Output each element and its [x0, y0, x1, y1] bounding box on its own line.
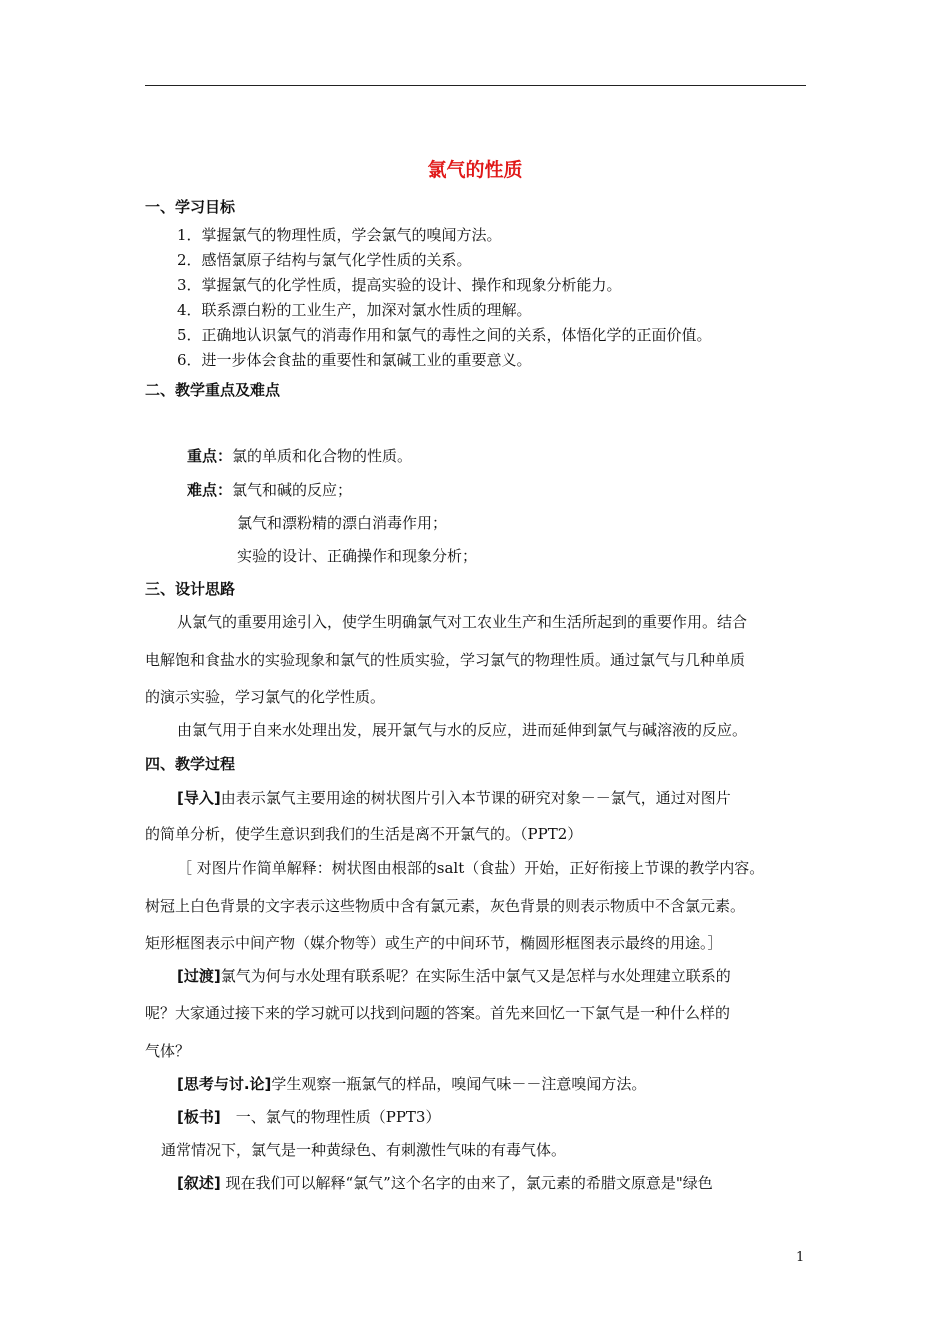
key-point-text: 氯的单质和化合物的性质。 [232, 447, 413, 465]
narration-tag: [叙述] [177, 1174, 221, 1192]
objective-item: 3．掌握氯气的化学性质，提高实验的设计、操作和现象分析能力。 [177, 276, 622, 294]
transition-line: 气体？ [145, 1042, 191, 1060]
difficulty-line: 实验的设计、正确操作和现象分析； [237, 547, 478, 565]
design-paragraph-line: 电解饱和食盐水的实验现象和氯气的性质实验，学习氯气的物理性质。通过氯气与几种单质 [145, 651, 746, 669]
discussion-line: [思考与讨.论]学生观察一瓶氯气的样品，嗅闻气味－－注意嗅闻方法。 [177, 1075, 647, 1093]
section-heading-design: 三、设计思路 [145, 580, 236, 598]
key-point-label: 重点： [187, 447, 233, 465]
discussion-tag: [思考与讨.论] [177, 1075, 272, 1093]
board-tag: [板书] [177, 1108, 221, 1126]
note-line: ［ 对图片作简单解释：树状图由根部的salt（食盐）开始，正好衔接上节课的教学内容。 [177, 859, 765, 877]
objective-item: 1．掌握氯气的物理性质，学会氯气的嗅闻方法。 [177, 226, 502, 244]
section-heading-process: 四、教学过程 [145, 755, 236, 773]
difficulty-label: 难点： [187, 481, 233, 499]
key-point-line [187, 446, 412, 466]
board-line: [板书] 一、氯气的物理性质（PPT3） [177, 1108, 441, 1126]
page-number: 1 [796, 1250, 805, 1265]
design-paragraph-line: 从氯气的重要用途引入，使学生明确氯气对工农业生产和生活所起到的重要作用。结合 [177, 613, 748, 631]
section-heading-key-points: 二、教学重点及难点 [145, 381, 281, 399]
note-line: 矩形框图表示中间产物（媒介物等）或生产的中间环节，椭圆形框图表示最终的用途。］ [145, 934, 723, 952]
note-line: 树冠上白色背景的文字表示这些物质中含有氯元素，灰色背景的则表示物质中不含氯元素。 [145, 897, 746, 915]
design-paragraph-line: 的演示实验，学习氯气的化学性质。 [145, 688, 386, 706]
header-rule [145, 85, 806, 86]
transition-line: [过渡]氯气为何与水处理有联系呢？在实际生活中氯气又是怎样与水处理建立联系的 [177, 967, 731, 985]
objective-item: 4．联系漂白粉的工业生产，加深对氯水性质的理解。 [177, 301, 532, 319]
design-paragraph-line: 由氯气用于自来水处理出发，展开氯气与水的反应，进而延伸到氯气与碱溶液的反应。 [177, 721, 748, 739]
difficulty-line: 氯气和漂粉精的漂白消毒作用； [237, 514, 448, 532]
section-heading-objectives: 一、学习目标 [145, 198, 236, 216]
intro-line: 的简单分析，使学生意识到我们的生活是离不开氯气的。（PPT2） [145, 825, 583, 843]
intro-tag: [导入] [177, 789, 221, 807]
narration-line: [叙述] 现在我们可以解释“氯气”这个名字的由来了，氯元素的希腊文原意是"绿色 [177, 1174, 713, 1192]
transition-tag: [过渡] [177, 967, 221, 985]
objective-item: 6．进一步体会食盐的重要性和氯碱工业的重要意义。 [177, 351, 532, 369]
transition-line: 呢？大家通过接下来的学习就可以找到问题的答案。首先来回忆一下氯气是一种什么样的 [145, 1004, 731, 1022]
board-line: 通常情况下，氯气是一种黄绿色、有刺激性气味的有毒气体。 [161, 1141, 567, 1159]
difficulty-line [187, 480, 352, 500]
intro-line: [导入]由表示氯气主要用途的树状图片引入本节课的研究对象－－氯气，通过对图片 [177, 789, 731, 807]
objective-item: 2．感悟氯原子结构与氯气化学性质的关系。 [177, 251, 472, 269]
objective-item: 5．正确地认识氯气的消毒作用和氯气的毒性之间的关系，体悟化学的正面价值。 [177, 326, 712, 344]
difficulty-text: 氯气和碱的反应； [232, 481, 353, 499]
document-title: 氯气的性质 [427, 159, 523, 181]
